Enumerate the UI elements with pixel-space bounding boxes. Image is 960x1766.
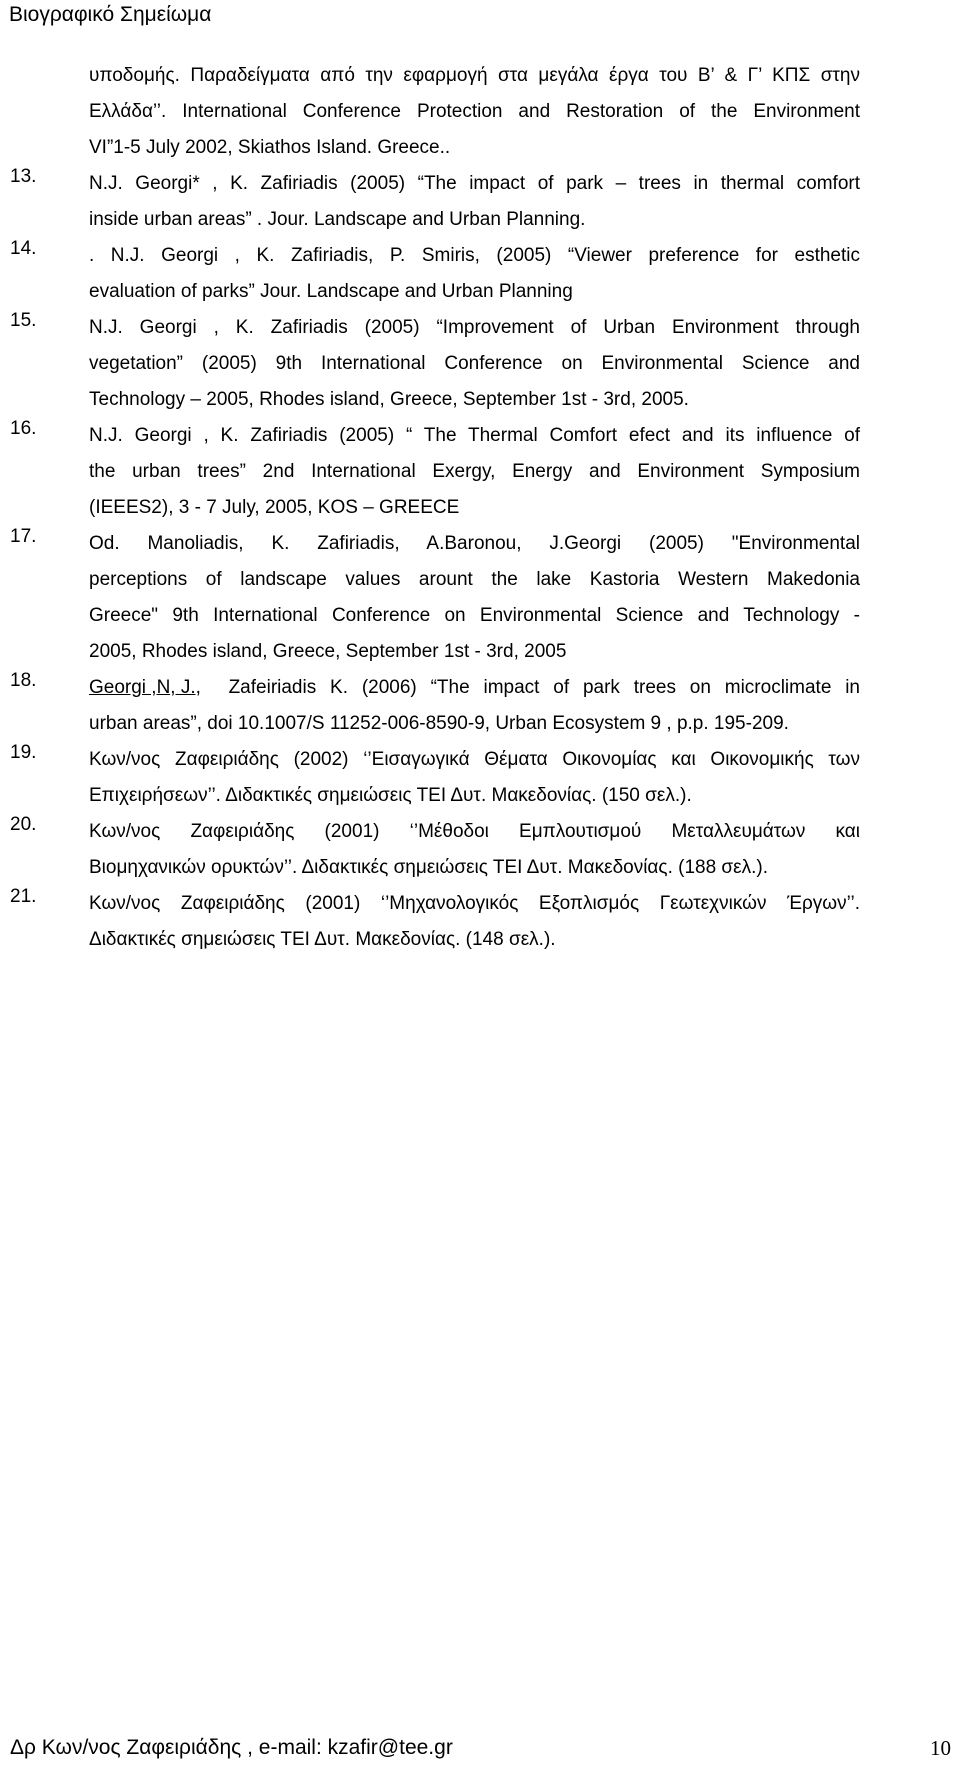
reference-line: (IEEES2), 3 - 7 July, 2005, KOS – GREECE bbox=[89, 497, 460, 518]
continuation-line: υποδομής. Παραδείγματα από την εφαρμογή στα μεγάλα έργα του Β’ & Γ’ ΚΠΣ στην bbox=[89, 65, 860, 86]
reference-number: 19. bbox=[10, 742, 37, 763]
reference-line-rest: Zafeiriadis K. (2006) “The impact of park trees on microclimate in bbox=[200, 677, 860, 698]
reference-item-15 bbox=[10, 310, 860, 418]
reference-number: 18. bbox=[10, 670, 37, 691]
underlined-author: Georgi ,N, J., bbox=[89, 677, 201, 698]
reference-line: perceptions of landscape values arount the lake Kastoria Western Makedonia bbox=[89, 569, 860, 590]
reference-item-14 bbox=[10, 238, 860, 310]
reference-item-18 bbox=[10, 670, 860, 742]
reference-line: . N.J. Georgi , K. Zafiriadis, P. Smiris, (2005) “Viewer preference for esthetic bbox=[89, 245, 860, 266]
reference-line bbox=[89, 670, 860, 706]
reference-line: 2005, Rhodes island, Greece, September 1st - 3rd, 2005 bbox=[89, 641, 567, 662]
reference-item-13 bbox=[10, 166, 860, 238]
reference-number: 16. bbox=[10, 418, 37, 439]
page-header-title: Βιογραφικό Σημείωμα bbox=[9, 3, 212, 26]
continuation-line: VI”1-5 July 2002, Skiathos Island. Greece.. bbox=[89, 137, 451, 158]
reference-line: N.J. Georgi , K. Zafiriadis (2005) “Improvement of Urban Environment through bbox=[89, 317, 860, 338]
reference-line: N.J. Georgi , K. Zafiriadis (2005) “ The Thermal Comfort efect and its influence of bbox=[89, 425, 860, 446]
reference-number: 17. bbox=[10, 526, 37, 547]
footer-author: Δρ Κων/νος Ζαφειριάδης , e-mail: kzafir@tee.gr bbox=[10, 1736, 453, 1759]
reference-item-16 bbox=[10, 418, 860, 526]
reference-item-19 bbox=[10, 742, 860, 814]
reference-number: 13. bbox=[10, 166, 37, 187]
reference-number: 14. bbox=[10, 238, 37, 259]
reference-line: Επιχειρήσεων’’. Διδακτικές σημειώσεις ΤΕΙ Δυτ. Μακεδονίας. (150 σελ.). bbox=[89, 785, 692, 806]
reference-item-17 bbox=[10, 526, 860, 670]
reference-line: inside urban areas” . Jour. Landscape and Urban Planning. bbox=[89, 209, 586, 230]
reference-line: Technology – 2005, Rhodes island, Greece, September 1st - 3rd, 2005. bbox=[89, 389, 689, 410]
reference-line: Κων/νος Ζαφειριάδης (2001) ‘’Μέθοδοι Εμπλουτισμού Μεταλλευμάτων και bbox=[89, 821, 860, 842]
reference-line: Κων/νος Ζαφειριάδης (2001) ‘’Μηχανολογικός Εξοπλισμός Γεωτεχνικών Έργων’’. bbox=[89, 893, 860, 914]
reference-line: the urban trees” 2nd International Exergy, Energy and Environment Symposium bbox=[89, 461, 860, 482]
reference-line: Od. Manoliadis, K. Zafiriadis, A.Baronou, J.Georgi (2005) "Environmental bbox=[89, 533, 860, 554]
reference-line: evaluation of parks” Jour. Landscape and Urban Planning bbox=[89, 281, 573, 302]
reference-item-21 bbox=[10, 886, 860, 958]
continuation-line: Ελλάδα’’. International Conference Protection and Restoration of the Environment bbox=[89, 101, 860, 122]
reference-item-20 bbox=[10, 814, 860, 886]
reference-line: Βιομηχανικών ορυκτών’’. Διδακτικές σημειώσεις ΤΕΙ Δυτ. Μακεδονίας. (188 σελ.). bbox=[89, 857, 769, 878]
reference-line: N.J. Georgi* , K. Zafiriadis (2005) “The impact of park – trees in thermal comfort bbox=[89, 173, 860, 194]
footer-page-number: 10 bbox=[930, 1736, 951, 1760]
reference-line: Κων/νος Ζαφειριάδης (2002) ‘’Εισαγωγικά Θέματα Οικονομίας και Οικονομικής των bbox=[89, 749, 860, 770]
reference-number: 21. bbox=[10, 886, 37, 907]
reference-line: vegetation” (2005) 9th International Conference on Environmental Science and bbox=[89, 353, 860, 374]
document-body bbox=[10, 58, 860, 958]
reference-line: Greece" 9th International Conference on Environmental Science and Technology - bbox=[89, 605, 860, 626]
reference-number: 15. bbox=[10, 310, 37, 331]
reference-line: urban areas”, doi 10.1007/S 11252-006-8590-9, Urban Ecosystem 9 , p.p. 195-209. bbox=[89, 713, 789, 734]
reference-number: 20. bbox=[10, 814, 37, 835]
reference-line: Διδακτικές σημειώσεις ΤΕΙ Δυτ. Μακεδονίας. (148 σελ.). bbox=[89, 929, 556, 950]
